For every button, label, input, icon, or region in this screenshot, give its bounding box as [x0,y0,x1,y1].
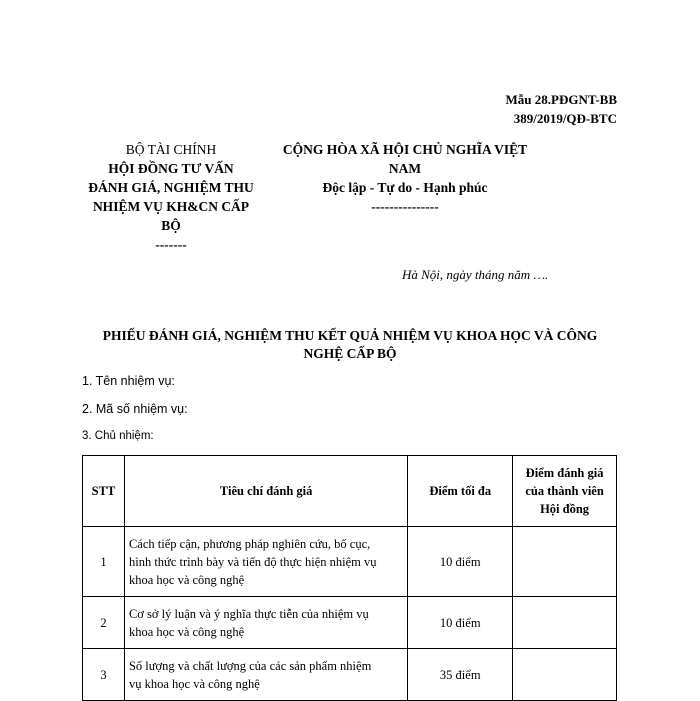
national-motto: Độc lập - Tự do - Hạnh phúc [322,180,488,195]
header-max-score: Điểm tối đa [408,456,513,527]
ministry-name: BỘ TÀI CHÍNH [125,142,217,157]
row-max-score: 35 điểm [408,649,513,701]
title-line2: NGHỆ CẤP BỘ [303,346,397,361]
right-header [270,140,540,216]
row-max-score: 10 điểm [408,597,513,649]
leader-field: 3. Chủ nhiệm: [82,430,154,442]
title-line1: PHIẾU ĐÁNH GIÁ, NGHIỆM THU KẾT QUẢ NHIỆM VỤ KHOA HỌC VÀ CÔNG [102,328,598,343]
evaluation-table [82,455,617,701]
row-stt: 1 [83,527,125,597]
row-criteria-l2: khoa học và công nghệ [128,624,245,639]
council-line2: ĐÁNH GIÁ, NGHIỆM THU [88,180,254,195]
form-code-line2: 389/2019/QĐ-BTC [513,111,617,126]
row-max-score: 10 điểm [408,527,513,597]
row-member-score[interactable] [513,649,617,701]
table-row [83,527,617,597]
form-code [506,90,617,128]
left-header [76,140,266,254]
table-row [83,649,617,701]
row-criteria-l1: Cơ sở lý luận và ý nghĩa thực tiễn của nhiệm vụ [128,606,369,621]
header-member-score-l2: của thành viên [525,484,604,498]
task-name-field: 1. Tên nhiệm vụ: [82,374,175,388]
row-criteria [124,597,407,649]
row-criteria [124,527,407,597]
council-line1: HỘI ĐỒNG TƯ VẤN [108,161,234,176]
header-stt: STT [83,456,125,527]
row-criteria [124,649,407,701]
header-criteria: Tiêu chí đánh giá [124,456,407,527]
country-name: CỘNG HÒA XÃ HỘI CHỦ NGHĨA VIỆT NAM [282,142,528,176]
row-stt: 3 [83,649,125,701]
date-line: Hà Nội, ngày tháng năm …. [402,267,549,282]
right-header-rule: --------------- [371,199,439,214]
table-row [83,597,617,649]
form-code-line1: Mẫu 28.PĐGNT-BB [505,92,617,107]
row-criteria-l1: Số lượng và chất lượng của các sản phẩm nhiệm [128,658,372,673]
row-criteria-l1: Cách tiếp cận, phương pháp nghiên cứu, bố cục, [128,536,371,551]
table-header-row [83,456,617,527]
row-criteria-l2: vụ khoa học và công nghệ [128,676,260,691]
council-line3: NHIỆM VỤ KH&CN CẤP [92,199,250,214]
header-member-score-l3: Hội đồng [540,502,590,516]
row-criteria-l3: khoa học và công nghệ [128,572,245,587]
row-criteria-l2: hình thức trình bày và tiến độ thực hiện nhiệm vụ [128,554,377,569]
left-header-rule: ------- [155,237,187,252]
document-title [80,327,620,363]
row-stt: 2 [83,597,125,649]
header-member-score [513,456,617,527]
council-line4: BỘ [161,218,181,233]
header-member-score-l1: Điểm đánh giá [525,466,604,480]
row-member-score[interactable] [513,527,617,597]
row-member-score[interactable] [513,597,617,649]
task-code-field: 2. Mã số nhiệm vụ: [82,402,188,416]
